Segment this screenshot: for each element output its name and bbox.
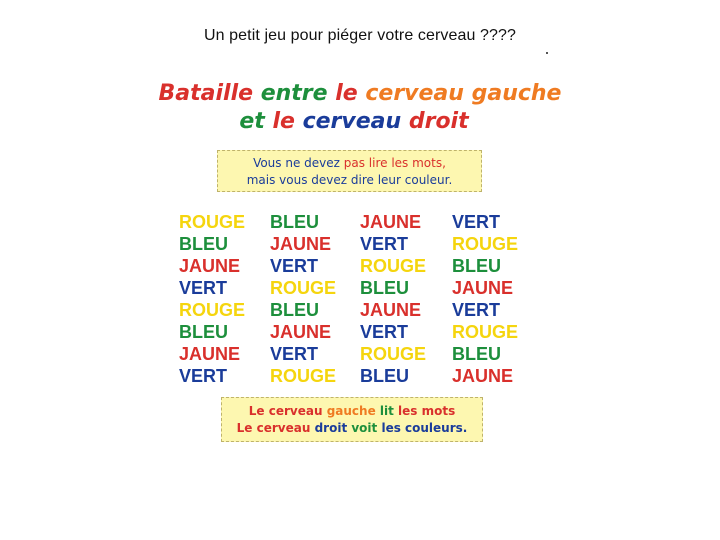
color-word: VERT <box>360 234 409 254</box>
grid-column-4 <box>452 211 542 387</box>
text-segment: les mots <box>398 404 456 418</box>
text-segment: le <box>335 81 366 106</box>
color-word: BLEU <box>179 234 228 254</box>
color-word: JAUNE <box>360 212 422 232</box>
text-segment: mais vous devez dire leur couleur. <box>246 173 453 187</box>
text-segment: le <box>272 109 303 134</box>
grid-column-2 <box>270 211 360 387</box>
text-segment: Le cerveau <box>236 421 315 435</box>
text-segment: voit <box>351 421 382 435</box>
color-word: JAUNE <box>360 300 422 320</box>
color-word: VERT <box>452 212 501 232</box>
color-word: BLEU <box>179 322 228 342</box>
color-word: ROUGE <box>360 344 427 364</box>
color-word: VERT <box>270 256 319 276</box>
color-word: JAUNE <box>179 344 241 364</box>
color-word: BLEU <box>270 212 319 232</box>
color-word: ROUGE <box>270 278 337 298</box>
color-word: JAUNE <box>452 278 514 298</box>
grid-column-1 <box>179 211 269 387</box>
color-word: BLEU <box>452 256 501 276</box>
color-word: VERT <box>452 300 501 320</box>
color-word: ROUGE <box>452 322 519 342</box>
color-word: JAUNE <box>270 234 332 254</box>
text-segment: Vous ne devez <box>253 156 344 170</box>
instruction-line-2 <box>218 172 481 189</box>
color-word: JAUNE <box>270 322 332 342</box>
color-word: VERT <box>179 366 228 386</box>
heading-line-2 <box>0 110 714 134</box>
color-word: BLEU <box>452 344 501 364</box>
explanation-line-2 <box>222 420 482 437</box>
explanation-box <box>221 397 483 442</box>
color-word: ROUGE <box>360 256 427 276</box>
color-word: VERT <box>179 278 228 298</box>
grid-column-3 <box>360 211 450 387</box>
text-segment: les couleurs. <box>381 421 468 435</box>
color-word-grid <box>179 211 539 387</box>
color-word: JAUNE <box>179 256 241 276</box>
text-segment: pas lire les mots, <box>343 156 446 170</box>
color-word: ROUGE <box>452 234 519 254</box>
text-segment: entre <box>260 81 336 106</box>
color-word: JAUNE <box>452 366 514 386</box>
text-segment: gauche <box>326 404 380 418</box>
text-segment: Le cerveau <box>248 404 327 418</box>
text-segment: Bataille <box>158 81 261 106</box>
text-segment: droit <box>408 109 469 134</box>
text-segment: cerveau gauche <box>365 81 562 106</box>
color-word: ROUGE <box>179 300 246 320</box>
color-word: BLEU <box>360 278 409 298</box>
instruction-line-1 <box>218 155 481 172</box>
text-segment: droit <box>314 421 352 435</box>
color-word: ROUGE <box>270 366 337 386</box>
decorative-dot <box>546 52 548 54</box>
heading-line-1 <box>0 82 720 106</box>
page-title: Un petit jeu pour piéger votre cerveau ???? <box>203 27 517 44</box>
color-word: ROUGE <box>179 212 246 232</box>
color-word: VERT <box>360 322 409 342</box>
instruction-box <box>217 150 482 192</box>
text-segment: cerveau <box>302 109 409 134</box>
color-word: BLEU <box>270 300 319 320</box>
explanation-line-1 <box>222 403 482 420</box>
text-segment: et <box>239 109 273 134</box>
color-word: BLEU <box>360 366 409 386</box>
color-word: VERT <box>270 344 319 364</box>
text-segment: lit <box>379 404 399 418</box>
